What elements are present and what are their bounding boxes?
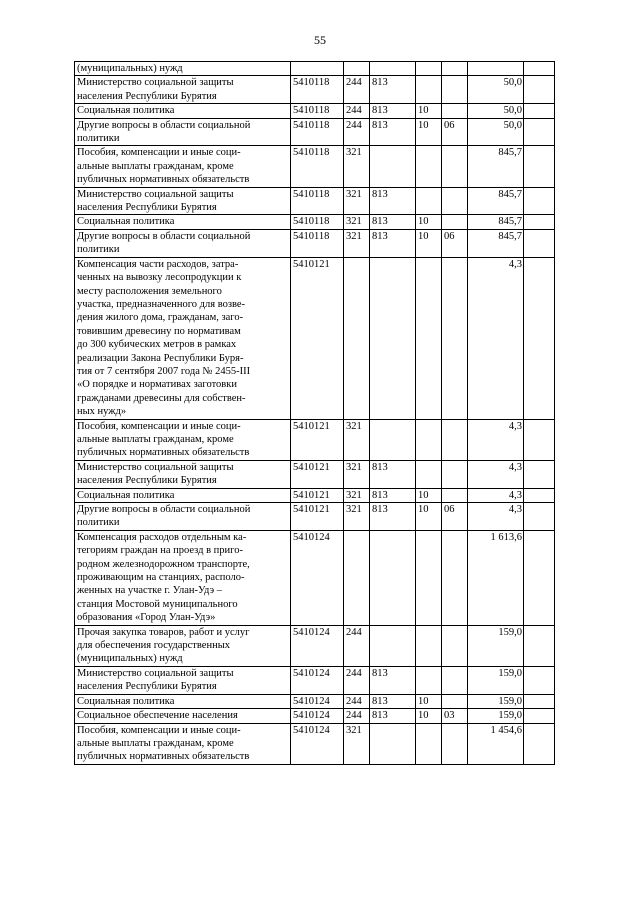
pr-cell — [442, 625, 468, 666]
row-name-line: женных на участке г. Улан-Удэ – — [77, 585, 223, 597]
amount-cell: 4,3 — [468, 460, 524, 488]
vr-cell: 244 — [344, 104, 370, 118]
empty-cell — [524, 118, 555, 146]
grbs-cell — [370, 146, 416, 187]
row-name-line: альные выплаты гражданам, кроме — [77, 737, 234, 749]
row-name-line: для обеспечения государственных — [77, 640, 230, 652]
amount-cell: 50,0 — [468, 118, 524, 146]
row-name-line: населения Республики Бурятия — [77, 475, 217, 487]
rz-cell — [416, 62, 442, 76]
grbs-cell — [370, 419, 416, 460]
rz-cell — [416, 419, 442, 460]
row-name-line: ченных на вывозку лесопродукции к — [77, 272, 242, 284]
pr-cell: 06 — [442, 118, 468, 146]
pr-cell — [442, 419, 468, 460]
row-name-line: Социальная политика — [77, 695, 175, 707]
vr-cell: 321 — [344, 503, 370, 531]
pr-cell: 06 — [442, 229, 468, 257]
pr-cell — [442, 488, 468, 502]
budget-table — [74, 61, 555, 765]
row-name-line: Министерство социальной защиты — [77, 461, 234, 473]
row-name-line: участка, предназначенного для возве- — [77, 298, 246, 310]
amount-cell: 159,0 — [468, 625, 524, 666]
row-name-line: политики — [77, 517, 120, 529]
row-name-cell — [75, 257, 291, 419]
empty-cell — [524, 488, 555, 502]
row-name-cell — [75, 146, 291, 187]
csr-cell: 5410124 — [291, 723, 344, 764]
row-name-line: населения Республики Бурятия — [77, 202, 217, 214]
vr-cell: 321 — [344, 215, 370, 229]
row-name-line: дения жилого дома, гражданам, заго- — [77, 312, 244, 324]
rz-cell — [416, 530, 442, 625]
row-name-line: Другие вопросы в области социальной — [77, 230, 251, 242]
row-name-line: Министерство социальной защиты — [77, 77, 234, 89]
vr-cell: 321 — [344, 419, 370, 460]
row-name-line: проживающим на станциях, располо- — [77, 572, 245, 584]
row-name-cell — [75, 104, 291, 118]
row-name-cell — [75, 694, 291, 708]
row-name-line: Социальное обеспечение населения — [77, 710, 238, 722]
row-name-line: населения Республики Бурятия — [77, 681, 217, 693]
table-row — [75, 488, 555, 502]
empty-cell — [524, 503, 555, 531]
rz-cell: 10 — [416, 104, 442, 118]
rz-cell: 10 — [416, 229, 442, 257]
csr-cell: 5410121 — [291, 419, 344, 460]
grbs-cell: 813 — [370, 104, 416, 118]
vr-cell: 244 — [344, 118, 370, 146]
row-name-line: Пособия, компенсации и иные соци- — [77, 420, 241, 432]
csr-cell: 5410124 — [291, 694, 344, 708]
row-name-cell — [75, 530, 291, 625]
vr-cell — [344, 62, 370, 76]
grbs-cell — [370, 723, 416, 764]
amount-cell: 1 613,6 — [468, 530, 524, 625]
row-name-line: Другие вопросы в области социальной — [77, 119, 251, 131]
row-name-line: Министерство социальной защиты — [77, 667, 234, 679]
grbs-cell — [370, 625, 416, 666]
vr-cell: 321 — [344, 146, 370, 187]
grbs-cell: 813 — [370, 503, 416, 531]
pr-cell — [442, 723, 468, 764]
row-name-line: ных нужд» — [77, 406, 127, 418]
pr-cell — [442, 215, 468, 229]
rz-cell — [416, 723, 442, 764]
rz-cell: 10 — [416, 488, 442, 502]
row-name-line: до 300 кубических метров в рамках — [77, 339, 237, 351]
csr-cell — [291, 62, 344, 76]
row-name-line: публичных нормативных обязательств — [77, 447, 250, 459]
vr-cell: 321 — [344, 460, 370, 488]
grbs-cell: 813 — [370, 229, 416, 257]
vr-cell — [344, 530, 370, 625]
rz-cell — [416, 146, 442, 187]
page-number: 55 — [314, 33, 326, 47]
pr-cell — [442, 187, 468, 215]
amount-cell: 845,7 — [468, 187, 524, 215]
row-name-cell — [75, 229, 291, 257]
csr-cell: 5410121 — [291, 503, 344, 531]
table-row — [75, 530, 555, 625]
empty-cell — [524, 625, 555, 666]
empty-cell — [524, 187, 555, 215]
vr-cell: 321 — [344, 723, 370, 764]
table-row — [75, 257, 555, 419]
grbs-cell: 813 — [370, 694, 416, 708]
rz-cell — [416, 76, 442, 104]
row-name-line: альные выплаты гражданам, кроме — [77, 160, 234, 172]
amount-cell: 159,0 — [468, 709, 524, 723]
empty-cell — [524, 104, 555, 118]
grbs-cell: 813 — [370, 215, 416, 229]
row-name-cell — [75, 666, 291, 694]
row-name-cell — [75, 118, 291, 146]
table-row — [75, 503, 555, 531]
row-name-line: Пособия, компенсации и иные соци- — [77, 724, 241, 736]
row-name-line: Другие вопросы в области социальной — [77, 504, 251, 515]
pr-cell — [442, 146, 468, 187]
csr-cell: 5410121 — [291, 488, 344, 502]
amount-cell: 845,7 — [468, 215, 524, 229]
row-name-line: Социальная политика — [77, 216, 175, 228]
csr-cell: 5410124 — [291, 666, 344, 694]
row-name-line: «О порядке и нормативах заготовки — [77, 379, 237, 391]
csr-cell: 5410118 — [291, 118, 344, 146]
amount-cell: 50,0 — [468, 104, 524, 118]
vr-cell: 321 — [344, 229, 370, 257]
table-row — [75, 419, 555, 460]
empty-cell — [524, 229, 555, 257]
row-name-line: гражданами древесины для собствен- — [77, 392, 246, 404]
amount-cell — [468, 62, 524, 76]
row-name-line: образования «Город Улан-Удэ» — [77, 612, 216, 624]
amount-cell: 159,0 — [468, 694, 524, 708]
row-name-cell — [75, 419, 291, 460]
grbs-cell — [370, 62, 416, 76]
csr-cell: 5410124 — [291, 625, 344, 666]
rz-cell: 10 — [416, 503, 442, 531]
row-name-line: (муниципальных) нужд — [77, 63, 183, 74]
row-name-cell — [75, 215, 291, 229]
grbs-cell — [370, 530, 416, 625]
table-row — [75, 146, 555, 187]
empty-cell — [524, 257, 555, 419]
row-name-line: альные выплаты гражданам, кроме — [77, 433, 234, 445]
amount-cell: 159,0 — [468, 666, 524, 694]
row-name-cell — [75, 460, 291, 488]
empty-cell — [524, 76, 555, 104]
row-name-line: политики — [77, 244, 120, 256]
row-name-cell — [75, 76, 291, 104]
pr-cell: 06 — [442, 503, 468, 531]
empty-cell — [524, 530, 555, 625]
pr-cell — [442, 694, 468, 708]
vr-cell: 244 — [344, 709, 370, 723]
rz-cell: 10 — [416, 118, 442, 146]
grbs-cell: 813 — [370, 118, 416, 146]
vr-cell: 244 — [344, 694, 370, 708]
vr-cell: 244 — [344, 625, 370, 666]
table-row — [75, 723, 555, 764]
table-row — [75, 625, 555, 666]
empty-cell — [524, 709, 555, 723]
empty-cell — [524, 146, 555, 187]
row-name-line: публичных нормативных обязательств — [77, 751, 250, 763]
table-row — [75, 215, 555, 229]
table-row — [75, 76, 555, 104]
row-name-line: станция Мостовой муниципального — [77, 598, 238, 610]
row-name-line: Социальная политика — [77, 489, 175, 501]
amount-cell: 4,3 — [468, 503, 524, 531]
amount-cell: 845,7 — [468, 229, 524, 257]
grbs-cell: 813 — [370, 460, 416, 488]
pr-cell — [442, 62, 468, 76]
csr-cell: 5410118 — [291, 146, 344, 187]
row-name-line: публичных нормативных обязательств — [77, 174, 250, 186]
row-name-cell — [75, 62, 291, 76]
grbs-cell — [370, 257, 416, 419]
pr-cell — [442, 104, 468, 118]
pr-cell — [442, 460, 468, 488]
csr-cell: 5410121 — [291, 257, 344, 419]
row-name-line: родном железнодорожном транспорте, — [77, 558, 250, 570]
vr-cell: 244 — [344, 76, 370, 104]
row-name-line: Прочая закупка товаров, работ и услуг — [77, 626, 250, 638]
amount-cell: 845,7 — [468, 146, 524, 187]
csr-cell: 5410124 — [291, 709, 344, 723]
row-name-cell — [75, 187, 291, 215]
row-name-line: тия от 7 сентября 2007 года № 2455-III — [77, 365, 251, 377]
row-name-cell — [75, 709, 291, 723]
row-name-line: Социальная политика — [77, 105, 175, 117]
budget-table-body — [75, 62, 555, 765]
row-name-line: Компенсация расходов отдельным ка- — [77, 531, 247, 543]
csr-cell: 5410124 — [291, 530, 344, 625]
vr-cell: 244 — [344, 666, 370, 694]
table-row — [75, 104, 555, 118]
rz-cell — [416, 666, 442, 694]
row-name-cell — [75, 723, 291, 764]
pr-cell — [442, 257, 468, 419]
amount-cell: 4,3 — [468, 488, 524, 502]
empty-cell — [524, 666, 555, 694]
amount-cell: 50,0 — [468, 76, 524, 104]
empty-cell — [524, 694, 555, 708]
row-name-line: тегориям граждан на проезд в приго- — [77, 545, 243, 557]
amount-cell: 4,3 — [468, 257, 524, 419]
vr-cell: 321 — [344, 187, 370, 215]
pr-cell — [442, 530, 468, 625]
empty-cell — [524, 723, 555, 764]
empty-cell — [524, 62, 555, 76]
rz-cell — [416, 257, 442, 419]
table-row — [75, 460, 555, 488]
row-name-line: Пособия, компенсации и иные соци- — [77, 147, 241, 159]
row-name-line: населения Республики Бурятия — [77, 90, 217, 102]
amount-cell: 1 454,6 — [468, 723, 524, 764]
csr-cell: 5410118 — [291, 215, 344, 229]
empty-cell — [524, 215, 555, 229]
grbs-cell: 813 — [370, 187, 416, 215]
grbs-cell: 813 — [370, 709, 416, 723]
row-name-line: Министерство социальной защиты — [77, 188, 234, 200]
row-name-line: реализации Закона Республики Буря- — [77, 352, 244, 364]
vr-cell — [344, 257, 370, 419]
csr-cell: 5410118 — [291, 187, 344, 215]
rz-cell: 10 — [416, 709, 442, 723]
rz-cell — [416, 625, 442, 666]
row-name-cell — [75, 503, 291, 531]
rz-cell: 10 — [416, 694, 442, 708]
csr-cell: 5410118 — [291, 76, 344, 104]
empty-cell — [524, 460, 555, 488]
row-name-line: месту расположения земельного — [77, 285, 222, 297]
table-row — [75, 694, 555, 708]
rz-cell — [416, 460, 442, 488]
amount-cell: 4,3 — [468, 419, 524, 460]
table-row — [75, 229, 555, 257]
empty-cell — [524, 419, 555, 460]
csr-cell: 5410118 — [291, 229, 344, 257]
csr-cell: 5410118 — [291, 104, 344, 118]
row-name-cell — [75, 488, 291, 502]
row-name-line: политики — [77, 133, 120, 145]
row-name-line: (муниципальных) нужд — [77, 653, 183, 665]
rz-cell: 10 — [416, 215, 442, 229]
pr-cell: 03 — [442, 709, 468, 723]
rz-cell — [416, 187, 442, 215]
vr-cell: 321 — [344, 488, 370, 502]
grbs-cell: 813 — [370, 666, 416, 694]
row-name-line: товившим древесину по нормативам — [77, 325, 241, 337]
table-row — [75, 118, 555, 146]
table-row — [75, 187, 555, 215]
grbs-cell: 813 — [370, 488, 416, 502]
table-row — [75, 666, 555, 694]
row-name-line: Компенсация части расходов, затра- — [77, 258, 239, 270]
pr-cell — [442, 76, 468, 104]
csr-cell: 5410121 — [291, 460, 344, 488]
grbs-cell: 813 — [370, 76, 416, 104]
table-row — [75, 709, 555, 723]
table-row — [75, 62, 555, 76]
row-name-cell — [75, 625, 291, 666]
pr-cell — [442, 666, 468, 694]
